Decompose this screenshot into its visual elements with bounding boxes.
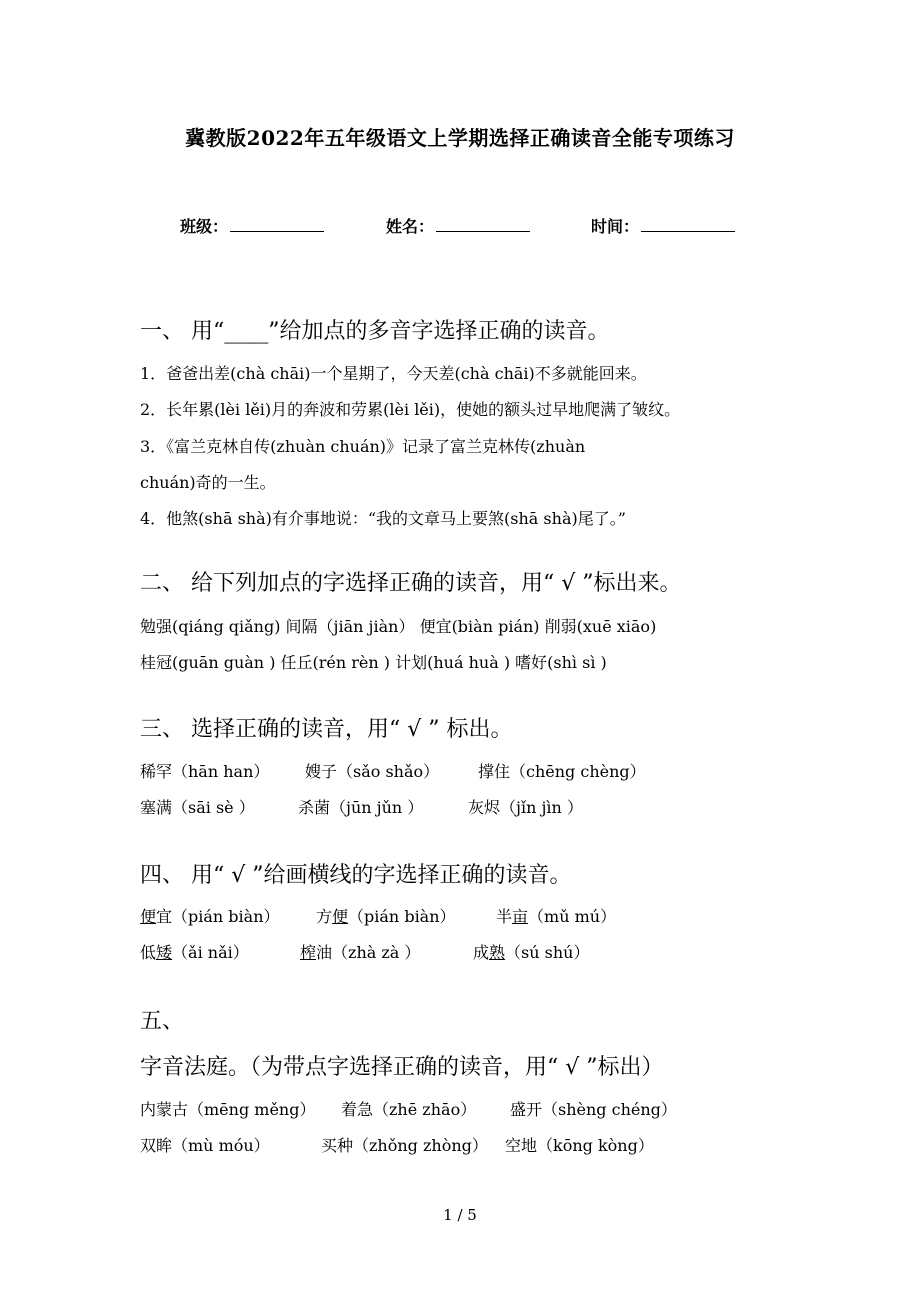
section-4-heading: 四、 用“ √ ”给画横线的字选择正确的读音。 — [140, 863, 572, 888]
class-field — [180, 214, 324, 237]
name-blank[interactable] — [436, 217, 530, 232]
s4-item — [496, 904, 616, 927]
time-blank[interactable] — [641, 217, 735, 232]
s4-post: （sú shú） — [505, 943, 590, 962]
s3-item: 撑住（chēng chèng） — [478, 762, 646, 781]
s4-post: （pián biàn） — [348, 907, 456, 926]
s1-item-4: 4．他煞(shā shà)有介事地说：“我的文章马上要煞(shā shà)尾了。” — [140, 509, 626, 528]
s4-underlined-char: 便 — [140, 907, 157, 926]
s4-post: 油（zhà zà ） — [316, 943, 421, 962]
class-blank[interactable] — [230, 217, 324, 232]
s1-item-2: 2．长年累(lèi lěi)月的奔波和劳累(lèi lěi)，使她的额头过早地爬满了皱纹。 — [140, 400, 681, 419]
s1-item-3-cont: chuán)奇的一生。 — [140, 473, 276, 492]
section-5-number: 五、 — [140, 1009, 185, 1034]
s4-item — [316, 904, 456, 927]
page-title: 冀教版2022年五年级语文上学期选择正确读音全能专项练习 — [185, 126, 735, 150]
s4-pre: 低 — [140, 943, 157, 962]
time-label: 时间： — [591, 217, 640, 236]
s3-item: 嫂子（sǎo shǎo） — [305, 762, 440, 781]
s2-row-1: 勉强(qiáng qiǎng) 间隔（jiān jiàn） 便宜(biàn pián) 削弱(xuē xiāo) — [140, 617, 657, 636]
section-3-heading: 三、 选择正确的读音，用“ √ ” 标出。 — [140, 717, 513, 742]
section-2-heading: 二、 给下列加点的字选择正确的读音，用“ √ ”标出来。 — [140, 571, 682, 596]
s4-pre: 方 — [316, 907, 333, 926]
s1-item-3: 3．《富兰克林自传(zhuàn chuán)》记录了富兰克林传(zhuàn — [140, 437, 586, 456]
section-5-heading: 字音法庭。（为带点字选择正确的读音，用“ √ ”标出） — [140, 1055, 664, 1080]
name-label: 姓名： — [386, 217, 435, 236]
s4-item — [140, 904, 280, 927]
s1-item-1: 1．爸爸出差(chà chāi)一个星期了，今天差(chà chāi)不多就能回来。 — [140, 364, 647, 383]
s4-underlined-char: 榨 — [300, 943, 317, 962]
s3-item: 塞满（sāi sè ） — [140, 798, 255, 817]
s4-pre: 成 — [473, 943, 490, 962]
s4-underlined-char: 亩 — [512, 907, 529, 926]
s4-post: （mǔ mú） — [528, 907, 617, 926]
s5-item: 盛开（shèng chéng） — [510, 1100, 677, 1119]
s5-item: 着急（zhē zhāo） — [341, 1100, 477, 1119]
s4-underlined-char: 熟 — [489, 943, 506, 962]
s3-item: 灰烬（jǐn jìn ） — [468, 798, 583, 817]
page-number: 1 / 5 — [443, 1206, 477, 1224]
s4-post: （ǎi nǎi） — [172, 943, 249, 962]
s4-item — [473, 940, 589, 963]
s4-underlined-char: 便 — [332, 907, 349, 926]
name-field — [386, 214, 530, 237]
s4-item — [300, 940, 420, 963]
s4-item — [140, 940, 249, 963]
s5-item: 内蒙古（mēng měng） — [140, 1100, 316, 1119]
s4-pre: 半 — [496, 907, 513, 926]
class-label: 班级： — [180, 217, 229, 236]
s3-item: 杀菌（jūn jǔn ） — [298, 798, 424, 817]
s5-item: 双眸（mù móu） — [140, 1136, 270, 1155]
s3-item: 稀罕（hān han） — [140, 762, 270, 781]
s4-underlined-char: 矮 — [156, 943, 173, 962]
s2-row-2: 桂冠(guān guàn ) 任丘(rén rèn ) 计划(huá huà ) 嗜好(shì sì ) — [140, 653, 607, 672]
s4-post: 宜（pián biàn） — [156, 907, 280, 926]
time-field — [591, 214, 735, 237]
s5-item: 买种（zhǒng zhòng） — [321, 1136, 488, 1155]
section-1-heading: 一、 用“____”给加点的多音字选择正确的读音。 — [140, 319, 610, 344]
s5-item: 空地（kōng kòng） — [505, 1136, 654, 1155]
